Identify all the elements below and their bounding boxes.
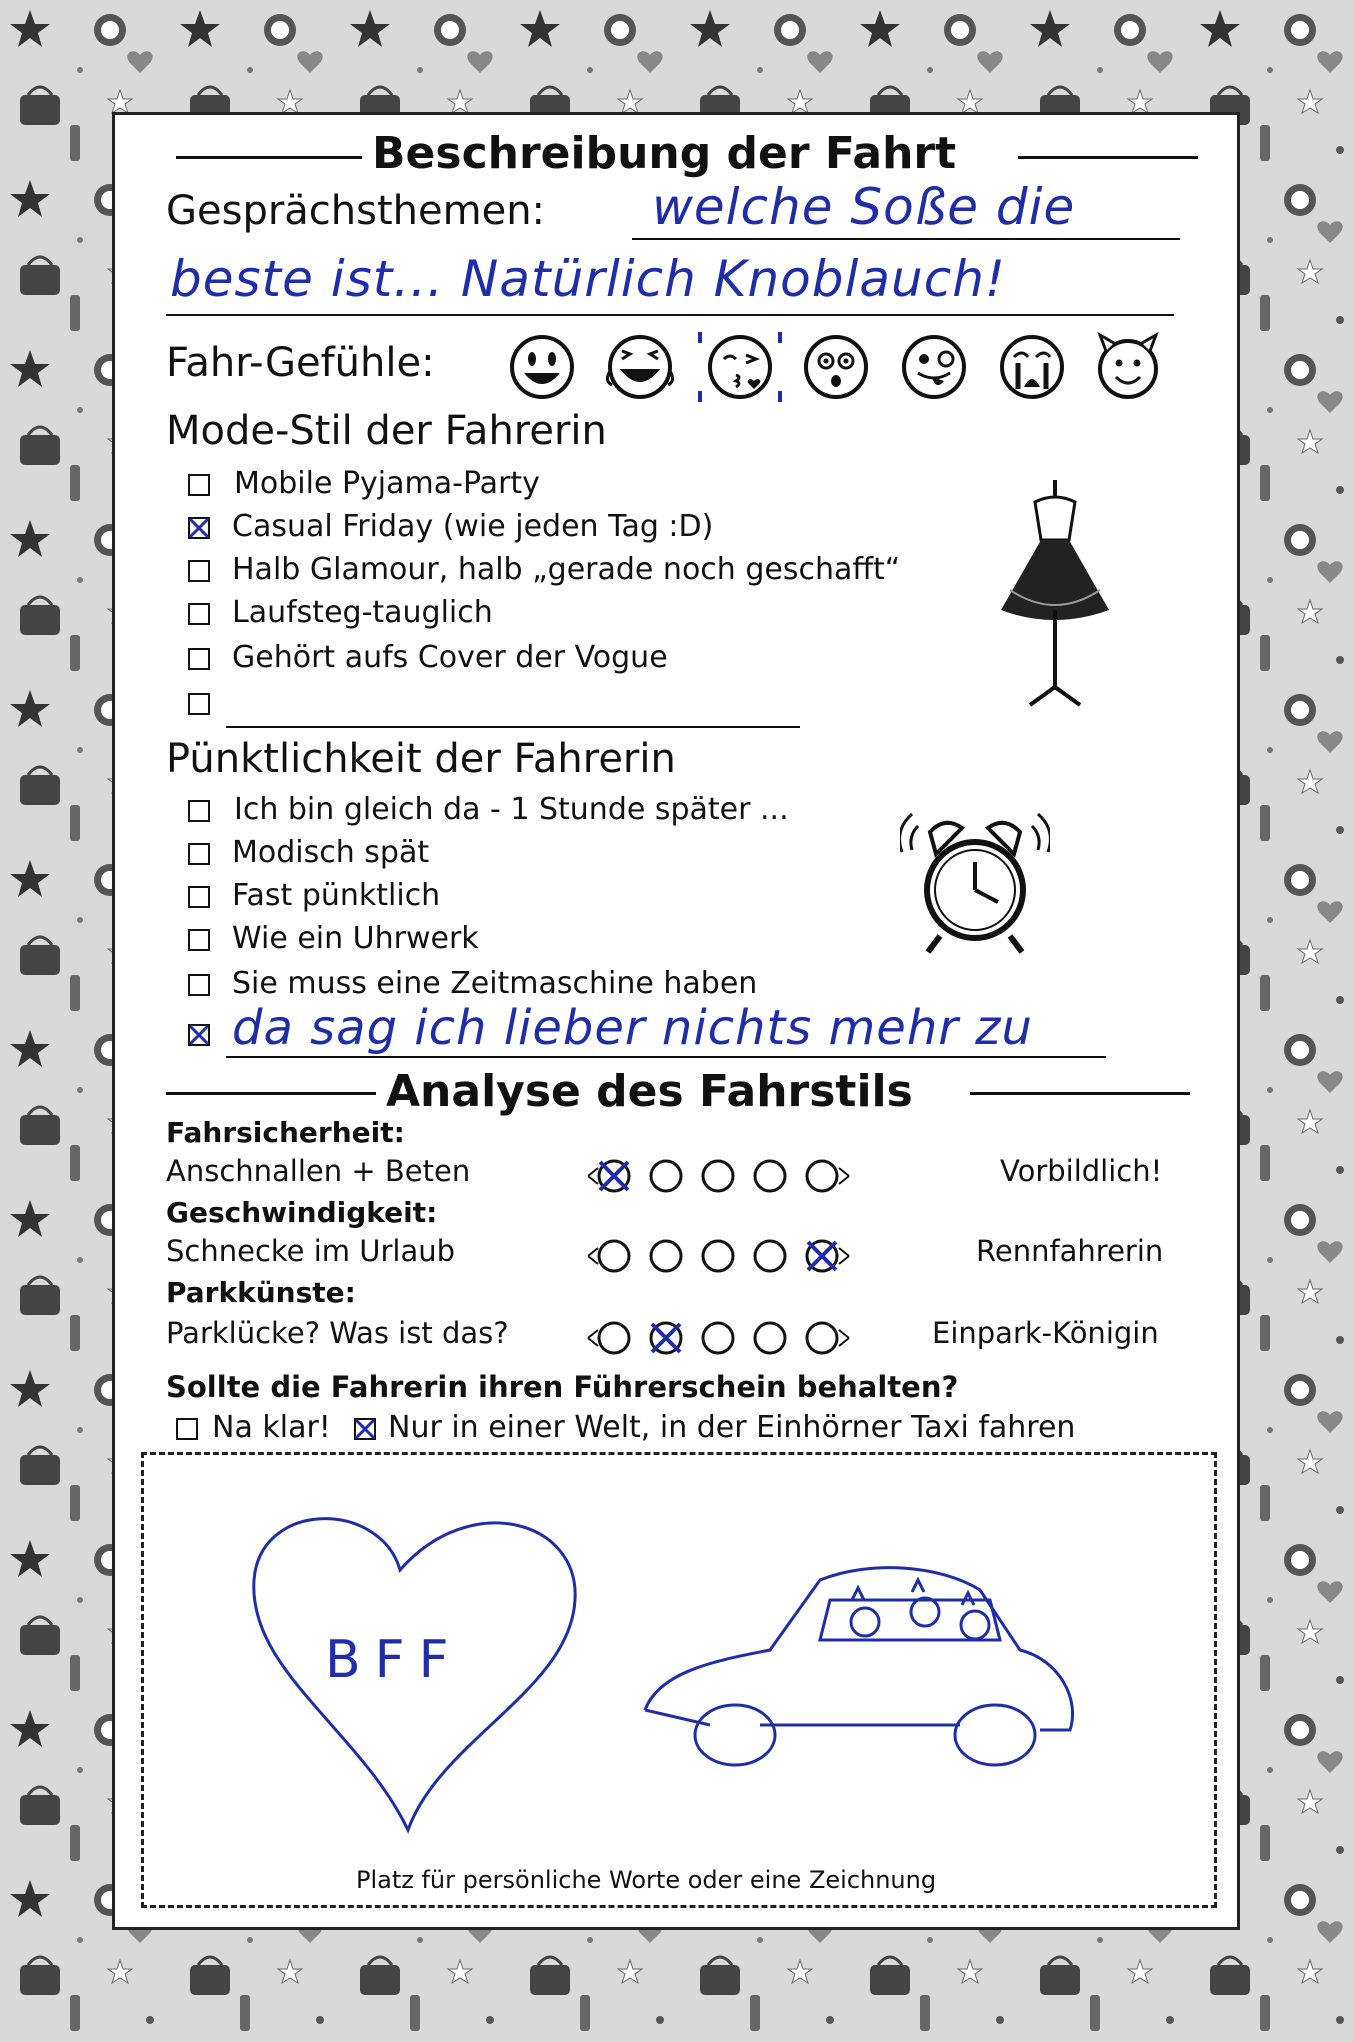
alarm-clock-icon [900, 810, 1050, 960]
fashion-option-4: Laufsteg-tauglich [232, 595, 493, 630]
title-rule-right [1018, 156, 1198, 159]
fashion-checkbox-4[interactable] [188, 603, 210, 625]
fashion-option-2: Casual Friday (wie jeden Tag :D) [232, 509, 714, 544]
fashion-option-5: Gehört aufs Cover der Vogue [232, 640, 668, 675]
punctuality-option-6-line [226, 1056, 1106, 1058]
section-title-ride: Beschreibung der Fahrt [372, 128, 957, 179]
title-rule-left [176, 156, 362, 159]
drawing-caption: Platz für persönliche Worte oder eine Zeichnung [356, 1866, 937, 1894]
punctuality-checkbox-5[interactable] [188, 974, 210, 996]
scale-right-safety: Vorbildlich! [1000, 1154, 1163, 1188]
devil-emoji[interactable] [1100, 335, 1156, 397]
check-mark-icon [354, 1418, 376, 1440]
scale-category-safety: Fahrsicherheit: [166, 1116, 405, 1149]
fashion-checkbox-2[interactable] [188, 517, 210, 539]
punctuality-option-4: Wie ein Uhrwerk [232, 921, 479, 956]
punctuality-option-5: Sie muss eine Zeitmaschine haben [232, 966, 758, 1001]
rating-scale-parking[interactable] [586, 1316, 866, 1360]
check-mark-icon [188, 1024, 210, 1046]
punctuality-option-2: Modisch spät [232, 835, 430, 870]
punctuality-heading: Pünktlichkeit der Fahrerin [166, 736, 676, 782]
crying-emoji[interactable] [1002, 337, 1062, 397]
license-checkbox-2[interactable] [354, 1418, 376, 1440]
scale-option-5[interactable] [807, 1161, 837, 1191]
fashion-checkbox-1[interactable] [188, 474, 210, 496]
punctuality-checkbox-4[interactable] [188, 929, 210, 951]
rating-scale-speed[interactable] [586, 1234, 866, 1278]
punctuality-checkbox-1[interactable] [188, 800, 210, 822]
punctuality-option-1: Ich bin gleich da - 1 Stunde später ... [234, 792, 789, 827]
analysis-rule-right [970, 1092, 1190, 1095]
punctuality-option-3: Fast pünktlich [232, 878, 441, 913]
scale-option-4[interactable] [755, 1161, 785, 1191]
analysis-rule-left [166, 1092, 376, 1095]
topics-label: Gesprächsthemen: [166, 188, 546, 234]
fashion-option-6-line [226, 726, 800, 728]
scale-left-parking: Parklücke? Was ist das? [166, 1316, 509, 1350]
scale-option-3[interactable] [703, 1241, 733, 1271]
feelings-row [510, 332, 1170, 402]
tongue-emoji[interactable] [904, 337, 964, 397]
scale-right-speed: Rennfahrerin [976, 1234, 1164, 1268]
scale-category-parking: Parkkünste: [166, 1276, 356, 1309]
scale-left-speed: Schnecke im Urlaub [166, 1234, 456, 1268]
fashion-heading: Mode-Stil der Fahrerin [166, 408, 607, 454]
fashion-checkbox-3[interactable] [188, 560, 210, 582]
fashion-option-3: Halb Glamour, halb „gerade noch geschafft“ [232, 552, 901, 587]
scale-option-1[interactable] [599, 1241, 629, 1271]
license-option-2: Nur in einer Welt, in der Einhörner Taxi fahren [388, 1410, 1076, 1445]
kiss-emoji[interactable] [710, 337, 770, 397]
scale-option-5[interactable] [807, 1323, 837, 1353]
fashion-checkbox-6[interactable] [188, 693, 210, 715]
license-question: Sollte die Fahrerin ihren Führerschein behalten? [166, 1370, 959, 1404]
punctuality-checkbox-3[interactable] [188, 886, 210, 908]
smile-emoji[interactable] [512, 337, 572, 397]
topics-handwriting-2: beste ist... Natürlich Knoblauch! [170, 250, 1006, 308]
car-drawing [640, 1560, 1080, 1790]
scale-category-speed: Geschwindigkeit: [166, 1196, 438, 1229]
scale-option-2[interactable] [651, 1161, 681, 1191]
topics-underline-2 [166, 314, 1174, 316]
rating-scale-safety[interactable] [586, 1154, 866, 1198]
fashion-checkbox-5[interactable] [188, 648, 210, 670]
dress-form-icon [990, 480, 1120, 710]
scale-option-3[interactable] [703, 1323, 733, 1353]
topics-handwriting-1: welche Soße die [652, 178, 1076, 236]
scale-right-parking: Einpark-Königin [932, 1316, 1159, 1350]
scale-left-safety: Anschnallen + Beten [166, 1154, 471, 1188]
punctuality-option-6: da sag ich lieber nichts mehr zu [232, 1000, 1033, 1056]
license-checkbox-1[interactable] [176, 1418, 198, 1440]
fashion-option-1: Mobile Pyjama-Party [234, 466, 540, 501]
scale-option-1[interactable] [599, 1323, 629, 1353]
license-option-1: Na klar! [212, 1410, 331, 1445]
topics-underline-1 [632, 238, 1180, 240]
laughing-emoji[interactable] [607, 337, 672, 397]
check-mark-icon [188, 517, 210, 539]
scale-option-2[interactable] [651, 1241, 681, 1271]
scale-option-4[interactable] [755, 1323, 785, 1353]
shocked-emoji[interactable] [806, 337, 866, 397]
feelings-label: Fahr-Gefühle: [166, 340, 435, 386]
heart-text: BFF [325, 1630, 463, 1690]
scale-option-3[interactable] [703, 1161, 733, 1191]
punctuality-checkbox-2[interactable] [188, 843, 210, 865]
section-title-analysis: Analyse des Fahrstils [386, 1066, 913, 1117]
punctuality-checkbox-6[interactable] [188, 1024, 210, 1046]
scale-option-4[interactable] [755, 1241, 785, 1271]
